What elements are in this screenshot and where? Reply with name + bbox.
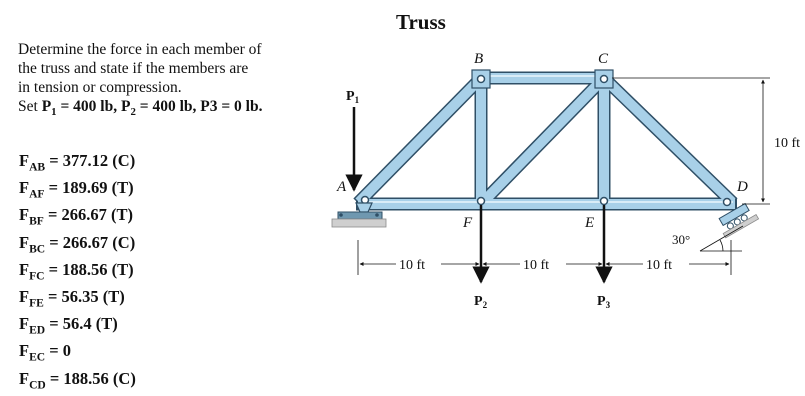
incline-angle-label: 30° [672, 232, 691, 247]
force-value: = 189.69 (T) [44, 178, 134, 198]
force-value: = 377.12 (C) [45, 151, 136, 170]
pin-b [478, 76, 485, 83]
node-label-e: E [585, 215, 595, 231]
set-prefix: Set [18, 98, 42, 115]
force-value: = 56.35 (T) [43, 287, 125, 307]
dim-label-ed: 10 ft [646, 258, 673, 273]
pin-f [478, 198, 485, 205]
p1-value: = 400 lb, [56, 98, 121, 115]
load-label-p1: $P_1$ [346, 89, 360, 105]
force-member: FC [29, 270, 45, 283]
force-value: = 266.67 (T) [43, 205, 134, 225]
diagram-title: Truss [396, 10, 446, 34]
p2-label: P [120, 98, 131, 115]
force-member: AF [29, 188, 45, 201]
force-letter: F [19, 341, 30, 361]
p2-value: = 400 lb, P3 = 0 lb. [135, 98, 263, 115]
node-label-d: D [737, 179, 748, 195]
force-letter: F [19, 205, 30, 225]
force-cd [19, 369, 136, 396]
truss-members [356, 70, 737, 204]
node-label-f: F [463, 215, 473, 231]
dim-label-height: 10 ft [774, 136, 801, 151]
force-member: CD [29, 378, 46, 391]
p2-sub: 2 [130, 106, 136, 119]
pin-e [601, 198, 608, 205]
force-member: EC [29, 351, 46, 364]
force-letter: F [19, 151, 30, 170]
force-letter: F [19, 314, 30, 334]
force-value: = 56.4 (T) [45, 314, 118, 334]
load-label-p2: $P_2$ [474, 294, 488, 310]
force-value: = 188.56 (T) [44, 259, 134, 279]
force-member: ED [29, 324, 46, 337]
force-value: = 266.67 (C) [45, 232, 136, 252]
force-letter: F [19, 259, 30, 279]
problem-line-3: in tension or compression. [18, 79, 182, 96]
dim-label-fe: 10 ft [523, 258, 550, 273]
force-member: BF [29, 215, 44, 228]
pin-d [724, 199, 731, 206]
force-letter: F [19, 368, 30, 388]
force-value: = 188.56 (C) [45, 368, 136, 388]
force-member: AB [29, 161, 46, 174]
force-member: BC [29, 242, 46, 255]
p1-label: P [41, 98, 52, 115]
force-letter: F [19, 232, 30, 252]
incline-angle-marker [700, 226, 743, 251]
pin-c [601, 76, 608, 83]
dim-label-af: 10 ft [399, 258, 426, 273]
problem-line-2: the truss and state if the members are [18, 60, 249, 77]
problem-line-1: Determine the force in each member of [18, 41, 262, 58]
p1-sub: 1 [51, 106, 57, 119]
force-member: FE [29, 297, 44, 310]
node-label-b: B [474, 51, 484, 67]
force-letter: F [19, 178, 30, 198]
force-value: = 0 [45, 341, 72, 361]
node-label-c: C [598, 51, 609, 67]
load-label-p3: $P_3$ [597, 294, 611, 310]
node-label-a: A [337, 179, 347, 195]
force-letter: F [19, 287, 30, 307]
